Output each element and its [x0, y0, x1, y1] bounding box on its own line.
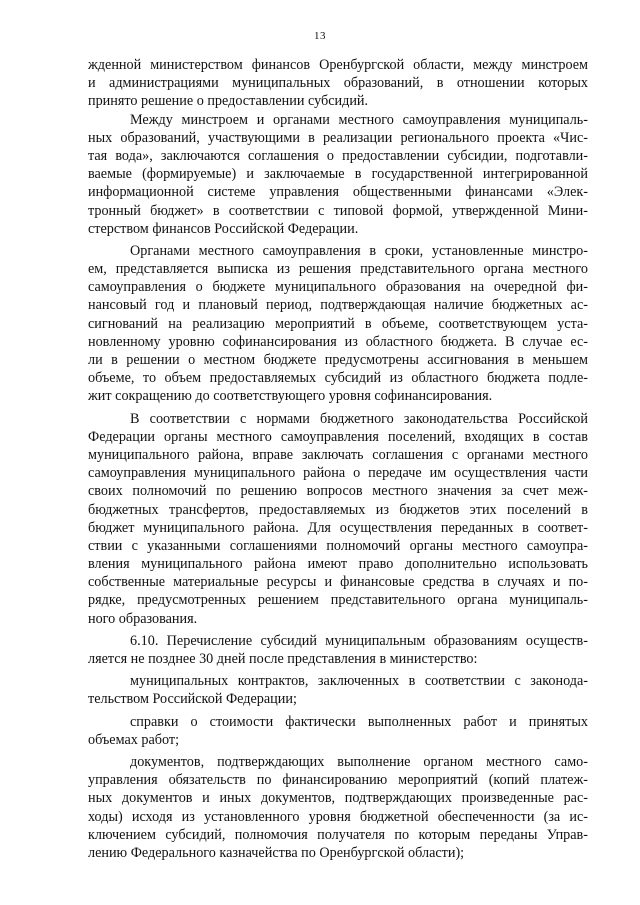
text-line: жденной министерством финансов Оренбургской области, между минстроем: [88, 57, 588, 73]
text-line: новленному уровню софинансирования из областного бюджета. В случае ес-: [88, 333, 588, 350]
text-line: Федерации органы местного самоуправления поселений, входящих в состав: [88, 428, 588, 445]
text-line: сигнований на реализацию мероприятий в объеме, соответствующем уста-: [88, 315, 588, 332]
text-line: тая вода», заключаются соглашения о предоставлении субсидии, подготавли-: [88, 147, 588, 164]
text-line: муниципального района, вправе заключать соглашения с органами местного: [88, 446, 588, 463]
text-line: Между минстроем и органами местного самоуправления муниципаль-: [130, 111, 588, 128]
text-line: ходы) исходя из установленного уровня бюджетной обеспеченности (за ис-: [88, 808, 588, 825]
text-line: ем, представляется выписка из решения представительного органа местного: [88, 261, 588, 278]
text-line: управления обязательств по финансированию мероприятий (копий платеж-: [88, 772, 588, 789]
text-line: ствии с указанными соглашениями полномочий органы местного самоупра-: [88, 537, 588, 554]
text-line: объемах работ;: [88, 731, 180, 748]
text-line: ли в решении о местном бюджете предусмотрены ассигнования в меньшем: [88, 352, 588, 368]
text-line: тронный бюджет» в соответствии с типовой формой, утвержденной Мини-: [88, 202, 588, 219]
document-body: [88, 56, 588, 862]
text-line: лению Федерального казначейства по Оренбургской области);: [88, 844, 465, 861]
text-line: ных образований, участвующими в реализации регионального проекта «Чис-: [88, 129, 588, 146]
text-line: бюджет муниципального района. Для осуществления переданных в соответ-: [88, 519, 588, 536]
text-line: жит сокращению до соответствующего уровня софинансирования.: [88, 388, 493, 405]
text-line: муниципальных контрактов, заключенных в соответствии с законода-: [130, 673, 588, 690]
text-line: нансовый год и плановый период, подтверждающая наличие бюджетных ас-: [88, 297, 588, 314]
text-line: ных документов и иных документов, подтверждающих произведенные рас-: [88, 790, 588, 807]
text-line: В соответствии с нормами бюджетного законодательства Российской: [130, 410, 588, 427]
text-line: ваемые (формируемые) и заключаемые в государственной интегрированной: [88, 166, 588, 183]
text-line: ключением субсидий, полномочия получателя по которым переданы Управ-: [88, 826, 588, 843]
text-line: 6.10. Перечисление субсидий муниципальным образованиям осуществ-: [130, 632, 588, 649]
text-line: объеме, то объем предоставляемых субсидий из областного бюджета подле-: [88, 370, 588, 387]
text-line: документов, подтверждающих выполнение органом местного само-: [130, 753, 588, 770]
text-line: ляется не позднее 30 дней после представления в министерство:: [88, 651, 478, 667]
text-line: бюджетных трансфертов, предоставляемых из бюджетов этих поселений в: [88, 501, 588, 518]
text-line: собственные материальные ресурсы и финансовые средства в случаях и по-: [88, 574, 588, 591]
text-line: стерством финансов Российской Федерации.: [88, 220, 359, 237]
text-line: самоуправления о бюджете муниципального образования на очередной фи-: [88, 279, 588, 296]
text-line: тельством Российской Федерации;: [88, 691, 297, 708]
text-line: принято решение о предоставлении субсидий.: [88, 93, 369, 110]
text-line: самоуправления муниципального района о передаче им осуществления части: [88, 465, 588, 482]
text-line: рядке, предусмотренных решением представительного органа муниципаль-: [88, 592, 588, 609]
text-line: информационной системе управления общественными финансами «Элек-: [88, 184, 588, 201]
page-number: 13: [314, 30, 326, 42]
text-line: Органами местного самоуправления в сроки, установленные минстро-: [130, 242, 588, 259]
text-line: и администрациями муниципальных образований, в отношении которых: [88, 75, 588, 92]
text-line: ного образования.: [88, 610, 198, 627]
text-line: справки о стоимости фактически выполненных работ и принятых: [130, 713, 588, 730]
text-line: вления муниципального района имеют право дополнительно использовать: [88, 556, 588, 573]
text-line: своих полномочий по решению вопросов местного значения за счет меж-: [88, 483, 588, 500]
